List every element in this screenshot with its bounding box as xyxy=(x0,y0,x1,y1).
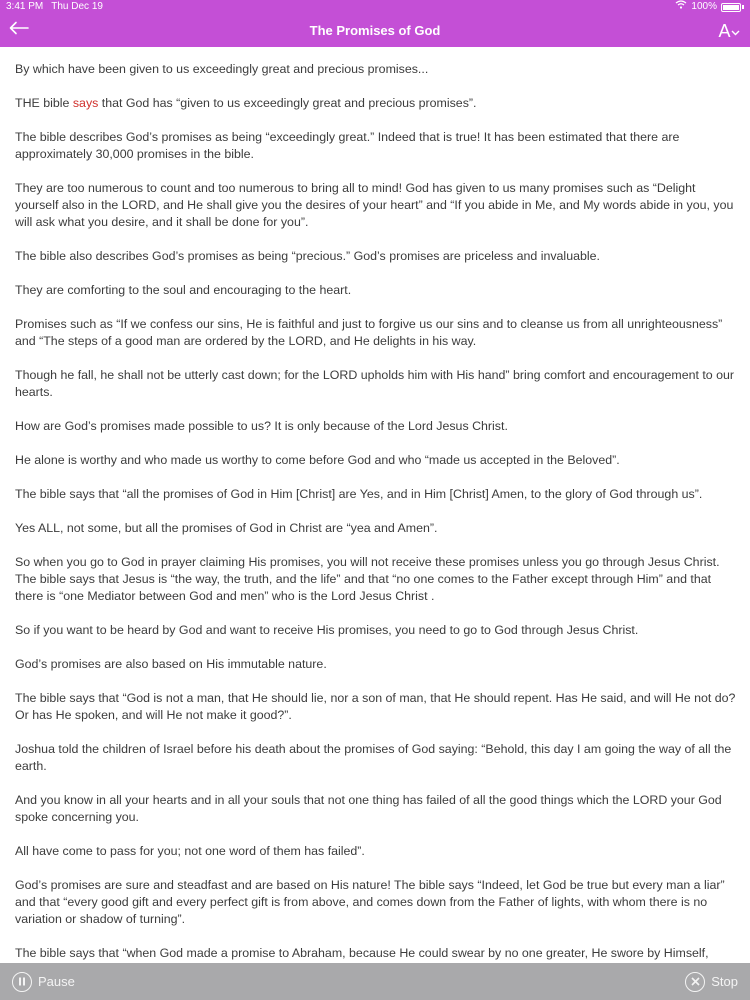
battery-percent: 100% xyxy=(691,1,717,12)
paragraph: Joshua told the children of Israel before his death about the promises of God saying: “Behold, this day I am going the way of all the earth. xyxy=(15,742,732,773)
paragraph: Though he fall, he shall not be utterly cast down; for the LORD upholds him with His hand” bring comfort and encouragement to our hearts. xyxy=(15,368,735,399)
paragraph: And you know in all your hearts and in all your souls that not one thing has failed of all the good things which the LORD your God spoke concerning you. xyxy=(15,793,722,824)
paragraph-text: THE bible xyxy=(15,96,73,110)
paragraph: Yes ALL, not some, but all the promises of God in Christ are “yea and Amen”. xyxy=(15,521,438,535)
chevron-down-icon xyxy=(731,21,740,42)
back-button[interactable] xyxy=(6,18,32,42)
status-right xyxy=(675,0,744,14)
paragraph: By which have been given to us exceedingly great and precious promises... xyxy=(15,62,429,76)
paragraph: How are God’s promises made possible to us? It is only because of the Lord Jesus Christ. xyxy=(15,419,508,433)
paragraph: God’s promises are also based on His immutable nature. xyxy=(15,657,327,671)
article-body xyxy=(15,61,737,963)
paragraph: The bible also describes God’s promises as being “precious.” God’s promises are priceless and invaluable. xyxy=(15,249,600,263)
paragraph: The bible says that “all the promises of God in Him [Christ] are Yes, and in Him [Christ] Amen, to the glory of God through us”. xyxy=(15,487,703,501)
paragraph: The bible describes God’s promises as being “exceedingly great.” Indeed that is true! It has been estimated that there are approximately 30,000 promises in the bible. xyxy=(15,130,680,161)
audio-player-bar xyxy=(0,963,750,1000)
paragraph: God’s promises are sure and steadfast and are based on His nature! The bible says “Indeed, let God be true but every man a liar” and that “every good gift and every perfect gift is from above, and comes down from the Father of lights, with whom there is no variation or shadow of turning”. xyxy=(15,878,725,926)
status-bar xyxy=(0,0,750,14)
status-time: 3:41 PM xyxy=(6,1,44,12)
battery-cap xyxy=(742,5,744,9)
page-title: The Promises of God xyxy=(309,23,441,38)
paragraph: They are comforting to the soul and encouraging to the heart. xyxy=(15,283,352,297)
paragraph-text: that God has “given to us exceedingly great and precious promises”. xyxy=(98,96,477,110)
paragraph: So if you want to be heard by God and want to receive His promises, you need to go to God through Jesus Christ. xyxy=(15,623,639,637)
paragraph: All have come to pass for you; not one word of them has failed”. xyxy=(15,844,365,858)
battery-icon xyxy=(721,3,741,12)
status-date: Thu Dec 19 xyxy=(51,1,103,12)
paragraph xyxy=(15,95,737,112)
close-icon xyxy=(685,972,705,992)
font-size-label: A xyxy=(718,20,731,41)
nav-bar xyxy=(0,14,750,47)
paragraph: They are too numerous to count and too numerous to bring all to mind! God has given to us many promises such as “Delight yourself also in the LORD, and He shall give you the desires of your heart” and “If you abide in Me, and My words abide in you, you will ask what you desire, and it shall be done for you”. xyxy=(15,181,734,229)
font-size-button[interactable] xyxy=(714,18,744,44)
wifi-icon xyxy=(675,0,687,14)
paragraph: So when you go to God in prayer claiming His promises, you will not receive these promises unless you go through Jesus Christ. The bible says that Jesus is “the way, the truth, and the life” and that “no one comes to the Father except through Him” and that there is “one Mediator between God and men” who is the Lord Jesus Christ . xyxy=(15,555,720,603)
says-link[interactable]: says xyxy=(72,96,99,110)
pause-icon xyxy=(12,972,32,992)
paragraph: He alone is worthy and who made us worthy to come before God and who “made us accepted in the Beloved”. xyxy=(15,453,620,467)
paragraph: The bible says that “when God made a promise to Abraham, because He could swear by no one greater, He swore by Himself, xyxy=(15,946,709,960)
stop-button[interactable] xyxy=(685,972,738,992)
paragraph: Promises such as “If we confess our sins, He is faithful and just to forgive us our sins and to cleanse us from all unrighteousness” and “The steps of a good man are ordered by the LORD, and He delights in his way. xyxy=(15,317,723,348)
stop-label: Stop xyxy=(711,974,738,989)
arrow-left-icon xyxy=(9,21,29,40)
paragraph: The bible says that “God is not a man, that He should lie, nor a son of man, that He should repent. Has He said, and will He not do? Or has He spoken, and will He not make it good?”. xyxy=(15,691,736,722)
pause-button[interactable] xyxy=(12,972,75,992)
pause-label: Pause xyxy=(38,974,75,989)
